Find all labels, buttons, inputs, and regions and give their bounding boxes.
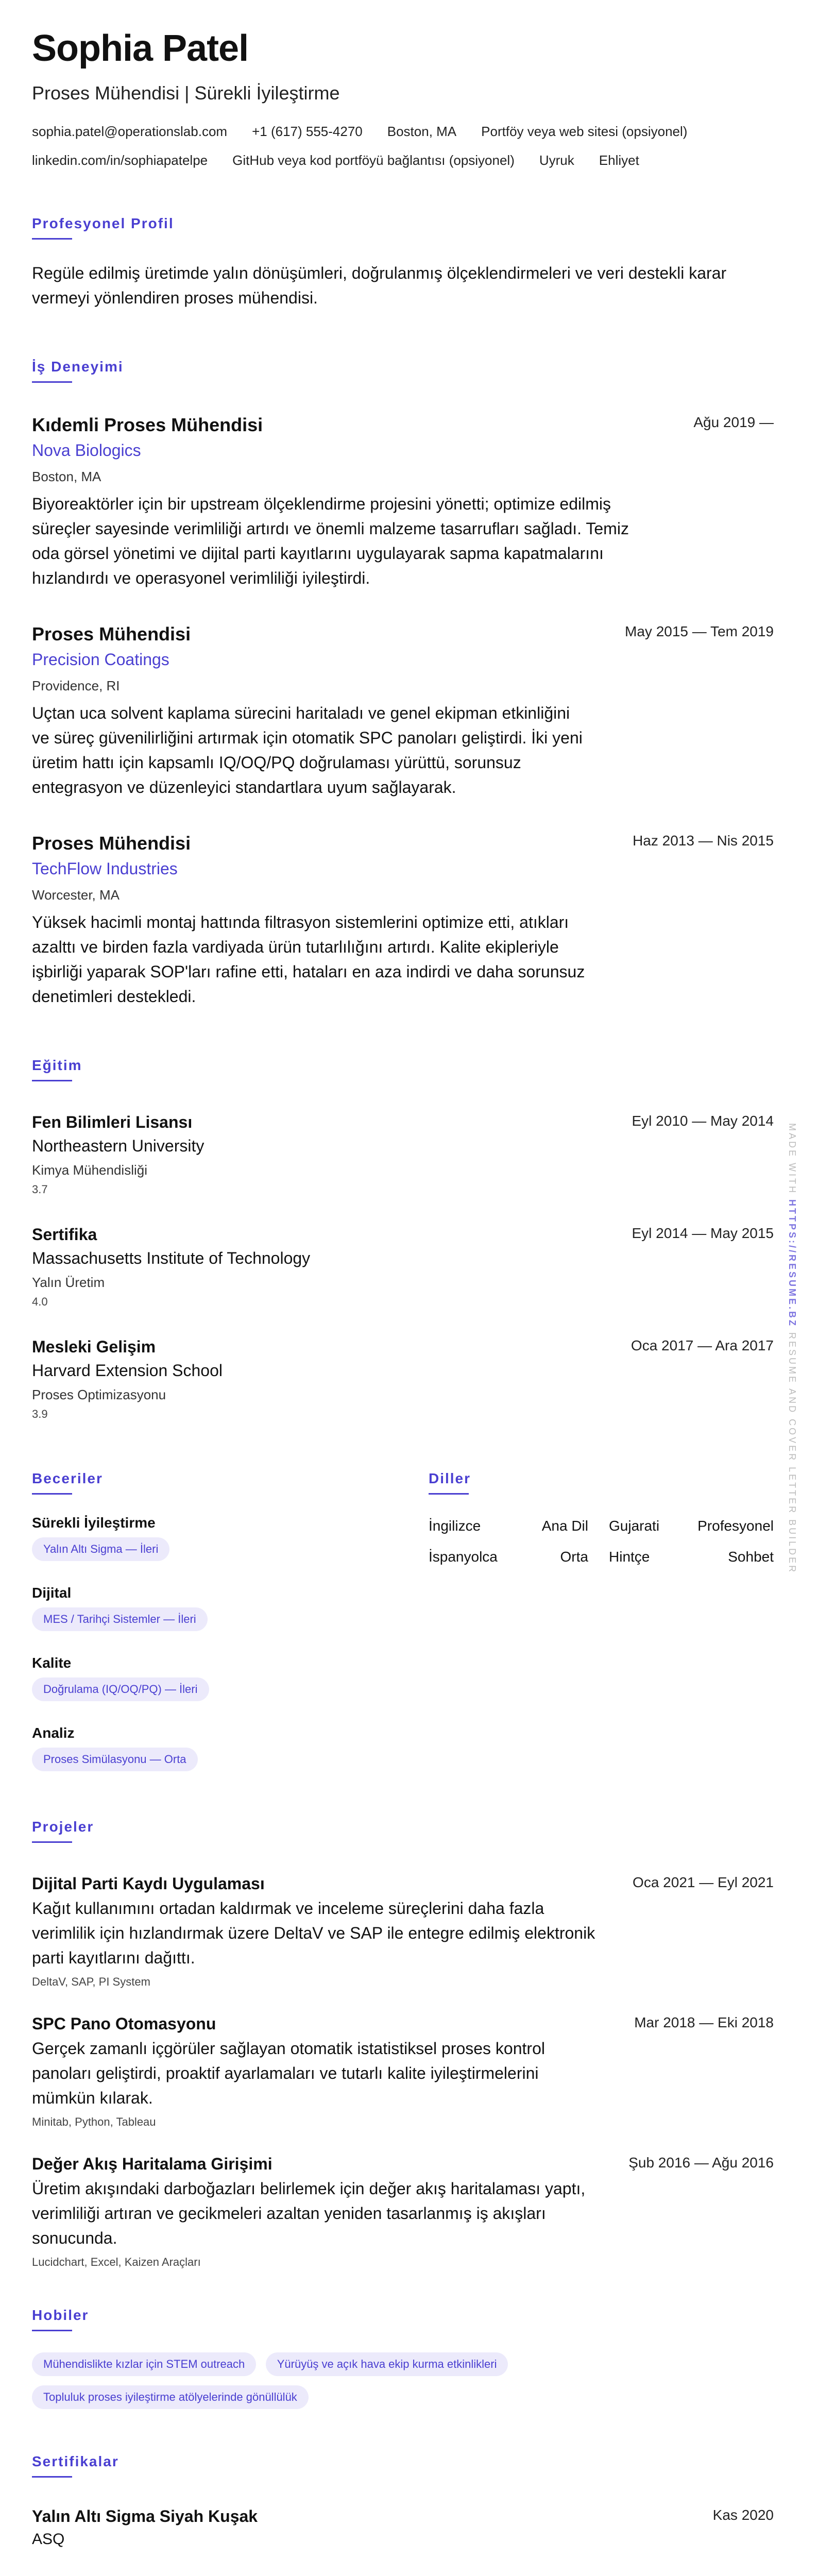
job-title: Proses Mühendisi — [32, 833, 191, 854]
candidate-subtitle: Proses Mühendisi | Sürekli İyileştirme — [32, 82, 340, 104]
skill-group — [32, 1725, 205, 1771]
skill-group — [32, 1515, 177, 1561]
contact-github[interactable]: GitHub veya kod portföyü bağlantısı (opsiyonel) — [232, 152, 515, 168]
education-school: Northeastern University — [32, 1137, 204, 1155]
section-rule — [32, 1493, 72, 1495]
section-title-experience: İş Deneyimi — [32, 359, 124, 375]
job-description-line: oda görsel yönetimi ve dijital parti kayıtlarını uygulayarak sapma kapatmalarını — [32, 544, 604, 563]
language-name: Hintçe — [609, 1549, 650, 1565]
project-tools: Minitab, Python, Tableau — [32, 2115, 156, 2128]
contact-row — [32, 124, 687, 140]
job-date: May 2015 — Tem 2019 — [625, 623, 774, 639]
skill-chip: MES / Tarihçi Sistemler — İleri — [32, 1607, 208, 1631]
hobby-row — [32, 2352, 515, 2376]
education-degree: Fen Bilimleri Lisansı — [32, 1113, 193, 1131]
job-company: Precision Coatings — [32, 650, 169, 669]
project-description-line: parti kayıtlarını dağıttı. — [32, 1948, 195, 1967]
job-description-line: denetimleri destekledi. — [32, 987, 196, 1006]
job-description — [32, 701, 635, 800]
section-rule — [32, 381, 72, 383]
section-rule — [32, 2476, 72, 2478]
education-school: Harvard Extension School — [32, 1361, 223, 1380]
contact-row — [32, 152, 639, 168]
education-field: Yalın Üretim — [32, 1275, 105, 1290]
job-location: Boston, MA — [32, 469, 101, 484]
hobby-chip: Mühendislikte kızlar için STEM outreach — [32, 2352, 256, 2376]
hobby-row — [32, 2385, 316, 2409]
contact-email[interactable]: sophia.patel@operationslab.com — [32, 124, 228, 139]
certification-org: ASQ — [32, 2531, 65, 2548]
project-date: Şub 2016 — Ağu 2016 — [628, 2155, 774, 2171]
job-description-line: üretim hattı için kapsamlı IQ/OQ/PQ doğrulaması yürüttü, sorunsuz — [32, 753, 521, 772]
section-rule — [32, 1080, 72, 1081]
education-degree: Mesleki Gelişim — [32, 1337, 156, 1356]
section-title-certifications: Sertifikalar — [32, 2453, 119, 2469]
watermark-suffix: RESUME AND COVER LETTER BUILDER — [787, 1332, 797, 1574]
profile-line: Regüle edilmiş üretimde yalın dönüşümleri, doğrulanmış ölçeklendirmeleri ve veri destekli karar — [32, 264, 727, 282]
profile-line: vermeyi yönlendiren proses mühendisi. — [32, 289, 318, 307]
education-gpa: 4.0 — [32, 1295, 48, 1308]
project-description — [32, 2176, 635, 2250]
job-description-line: Biyoreaktörler için bir upstream ölçeklendirme projesini yönetti; optimize edilmiş — [32, 495, 611, 513]
profile-text — [32, 261, 726, 310]
builder-watermark — [787, 1123, 797, 1574]
job-description-line: süreçler sayesinde verimliliği artırdı ve önemli malzeme tasarrufları sağladı. Temiz — [32, 519, 629, 538]
skill-group-name: Dijital — [32, 1585, 72, 1601]
hobby-chip: Topluluk proses iyileştirme atölyelerinde gönüllülük — [32, 2385, 309, 2409]
job-description — [32, 492, 635, 590]
skill-group-name: Sürekli İyileştirme — [32, 1515, 156, 1531]
section-title-profile: Profesyonel Profil — [32, 215, 174, 231]
language-name: İspanyolca — [429, 1549, 498, 1565]
job-description-line: Uçtan uca solvent kaplama sürecini haritaladı ve genel ekipman etkinliğini — [32, 704, 570, 722]
section-title-education: Eğitim — [32, 1057, 82, 1073]
job-company: TechFlow Industries — [32, 859, 178, 878]
candidate-name: Sophia Patel — [32, 28, 249, 69]
project-date: Oca 2021 — Eyl 2021 — [633, 1874, 774, 1890]
skill-chip: Proses Simülasyonu — Orta — [32, 1748, 198, 1771]
job-date: Haz 2013 — Nis 2015 — [633, 833, 774, 849]
contact-location: Boston, MA — [387, 124, 457, 139]
job-title: Kıdemli Proses Mühendisi — [32, 414, 263, 435]
job-title: Proses Mühendisi — [32, 623, 191, 645]
project-description-line: Gerçek zamanlı içgörüler sağlayan otomatik istatistiksel proses kontrol — [32, 2039, 545, 2058]
project-title: Dijital Parti Kaydı Uygulaması — [32, 1874, 265, 1893]
project-description-line: verimlilik için hızlandırmak üzere DeltaV ve SAP ile entegre edilmiş elektronik — [32, 1924, 595, 1942]
language-level: Orta — [560, 1549, 588, 1565]
watermark-prefix: MADE WITH — [787, 1123, 797, 1195]
job-company: Nova Biologics — [32, 441, 141, 460]
skill-chip: Yalın Altı Sigma — İleri — [32, 1537, 169, 1561]
job-location: Providence, RI — [32, 678, 120, 693]
project-description — [32, 1896, 635, 1970]
section-title-languages: Diller — [429, 1470, 471, 1486]
skill-group-name: Kalite — [32, 1655, 72, 1671]
section-title-skills: Beceriler — [32, 1470, 103, 1486]
certification-title: Yalın Altı Sigma Siyah Kuşak — [32, 2507, 258, 2526]
watermark-link[interactable]: HTTPS://RESUME.BZ — [787, 1199, 797, 1328]
contact-phone[interactable]: +1 (617) 555-4270 — [252, 124, 363, 139]
education-field: Kimya Mühendisliği — [32, 1162, 147, 1178]
section-rule — [429, 1493, 469, 1495]
contact-linkedin[interactable]: linkedin.com/in/sophiapatelpe — [32, 152, 208, 168]
section-rule — [32, 1841, 72, 1843]
contact-nationality: Uyruk — [539, 152, 574, 168]
project-description — [32, 2036, 635, 2110]
project-description-line: sonucunda. — [32, 2229, 117, 2247]
job-description-line: entegrasyon ve düzenleyici standartlara uyum sağlayarak. — [32, 778, 456, 796]
project-description-line: Kağıt kullanımını ortadan kaldırmak ve inceleme süreçlerini daha fazla — [32, 1899, 544, 1918]
job-description-line: azalttı ve birden fazla vardiyada ürün tutarlılığını artırdı. Kalite ekipleriyle — [32, 938, 559, 956]
education-field: Proses Optimizasyonu — [32, 1387, 166, 1402]
section-rule — [32, 2330, 72, 2331]
skill-group-name: Analiz — [32, 1725, 75, 1741]
education-date: Oca 2017 — Ara 2017 — [630, 1337, 774, 1353]
job-description — [32, 910, 635, 1009]
job-description-line: ve süreç güvenilirliğini artırmak için otomatik SPC panoları geliştirdi. İki yeni — [32, 728, 583, 747]
project-description-line: mümkün kılarak. — [32, 2089, 153, 2107]
language-name: Gujarati — [609, 1518, 660, 1534]
job-description-line: hızlandırdı ve operasyonel verimliliği iyileştirdi. — [32, 569, 370, 587]
project-description-line: panoları geliştirdi, proaktif ayarlamaları ve tutarlı kalite iyileştirmelerini — [32, 2064, 539, 2082]
job-location: Worcester, MA — [32, 887, 120, 903]
skill-group — [32, 1585, 215, 1631]
education-date: Eyl 2014 — May 2015 — [632, 1225, 774, 1241]
project-title: Değer Akış Haritalama Girişimi — [32, 2155, 272, 2173]
contact-portfolio[interactable]: Portföy veya web sitesi (opsiyonel) — [481, 124, 688, 139]
job-date: Ağu 2019 — — [693, 414, 774, 430]
hobby-chip: Yürüyüş ve açık hava ekip kurma etkinlikleri — [266, 2352, 508, 2376]
education-degree: Sertifika — [32, 1225, 97, 1244]
project-description-line: Üretim akışındaki darboğazları belirlemek için değer akış haritalaması yaptı, — [32, 2179, 586, 2198]
language-level: Profesyonel — [697, 1518, 774, 1534]
project-date: Mar 2018 — Eki 2018 — [634, 2014, 774, 2030]
language-level: Ana Dil — [541, 1518, 588, 1534]
job-description-line: işbirliği yaparak SOP'ları rafine etti, hataları en aza indirdi ve daha sorunsuz — [32, 962, 585, 981]
project-description-line: verimliliği artıran ve gecikmeleri azaltan yeniden tasarlanmış iş akışları — [32, 2204, 546, 2223]
language-name: İngilizce — [429, 1518, 481, 1534]
skill-chip: Doğrulama (IQ/OQ/PQ) — İleri — [32, 1677, 209, 1701]
education-school: Massachusetts Institute of Technology — [32, 1249, 311, 1267]
job-description-line: Yüksek hacimli montaj hattında filtrasyon sistemlerini optimize etti, atıkları — [32, 913, 569, 931]
skill-group — [32, 1655, 216, 1701]
section-title-projects: Projeler — [32, 1819, 94, 1835]
certification-date: Kas 2020 — [712, 2507, 774, 2523]
project-title: SPC Pano Otomasyonu — [32, 2014, 216, 2033]
project-tools: DeltaV, SAP, PI System — [32, 1975, 150, 1988]
language-level: Sohbet — [728, 1549, 774, 1565]
education-date: Eyl 2010 — May 2014 — [632, 1113, 774, 1129]
education-gpa: 3.9 — [32, 1408, 48, 1420]
education-gpa: 3.7 — [32, 1183, 48, 1196]
section-rule — [32, 238, 72, 240]
section-title-hobbies: Hobiler — [32, 2307, 89, 2323]
project-tools: Lucidchart, Excel, Kaizen Araçları — [32, 2256, 201, 2268]
contact-license: Ehliyet — [599, 152, 639, 168]
